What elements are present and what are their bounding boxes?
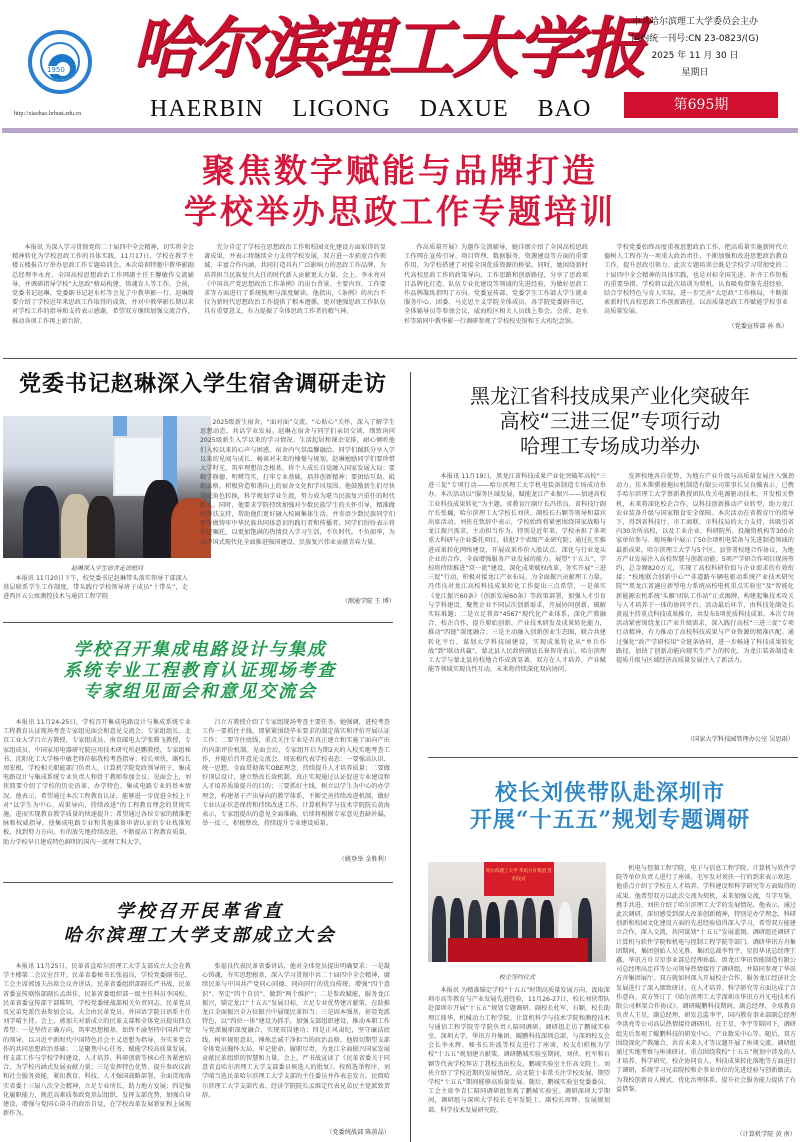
tech-headline-line3: 哈理工专场成功举办 [520, 434, 700, 458]
tech-headline-line1: 黑龙江省科技成果产业化突破年 [470, 384, 750, 408]
cert-column-2: 吕立方教授介绍了专家组现场考查主要任务。她强调，进校考查工作一要抓住主线，即紧紧围绕毕业要求的制定落实和评价开展认证工作；二要守住底线，重点关注专业是否真正建立和实施了面向产出的内部评价机制。见面会后，专家组开启为期2天的入校实地考查工作，并随后召开意见交流会。周宏根代表学校表态：一要强高认识，统一思想，全面贯彻落实OBE理念，持续提升人才培养质量；二要做好顶层设计，建立整改长效机制，真正实现通过认证促进专业建设和人才培养质量提升的目的；三要抓好主线，树立以学生为中心的办学理念，构建基于产出导向的教学体系，不断完善持续改进机制，做好专业认证状态保持和持续改进工作。计算机科学与技术学院院长黄海表示，专家组提出的意见全面准确，后续将根据专家意见查缺补漏，举一反三，积极整改，持续提升专业建设质量。 [202, 719, 390, 828]
lead-byline: （党委宣传部 孙 烁） [728, 323, 788, 330]
shenzhen-byline: （计算机学院 黄 南） [736, 1131, 796, 1138]
publisher: 中共哈尔滨理工大学委员会主办 [631, 17, 758, 27]
cert-headline-line2: 系统专业工程教育认证现场考查 [63, 661, 337, 681]
cert-headline-line1: 学校召开集成电路设计与集成 [73, 640, 327, 660]
masthead-divider [2, 128, 798, 133]
lead-headline-line2: 学校举办思政工作专题培训 [184, 192, 616, 231]
dorm-body-left: 本报讯 11月20日下午，校党委书记赵琳带头落实领导干部深入基层联系学生工作制度，带头践行学校领导班子成员“十带头”，走进西区五公寓测控技术与通信工程学院 [3, 575, 188, 601]
cert-headline-line3: 专家组见面会和意见交流会 [83, 682, 317, 702]
newspaper-url[interactable]: http://xiaobao.hrbust.edu.cn [14, 111, 82, 117]
column-divider [410, 372, 411, 627]
branch-article-headline [0, 900, 400, 948]
shenzhen-article-headline [420, 780, 800, 834]
tech-article-headline [420, 384, 800, 459]
serial-number: 国内统一刊号:CN 23-0823/(G) [631, 34, 759, 44]
lead-column-1: 本报讯 为深入学习贯彻党的二十届四中全会精神，切实将全会精神转化为学校思政工作的具体实践，11月17日，学校在教学主楼五楼报告厅举办思政工作专题培训会。本次培训特邀中教华影副总经理李永亮、全国高校思想政治工作网副主任王馨敏作交流辅导，并调研指导学校“大思政”格局构建、铸魂育人等工作。会前，党委书记赵琳、党委副书记赵水杉等会见了中教华影一行。赵琳简要介绍了学校近年来思政工作取得的成效，并对中教华影长期以来对学校工作的指导和支持表示感谢，希望双方继续加强交流合作，推动各项工作再上新台阶。 [12, 244, 194, 325]
tech-headline-line2: 高校“三进三促”专项行动 [499, 409, 721, 433]
tech-column-2: 发挥校地各自优势，为地方产业升级与高质量发展注入强劲动力。佳木斯骐骏拖拉机制造有限公司董事长吴良骥表示，已携手哈尔滨理工大学蔡新教授团队攻关电源驱动技术，开发相关整机，未来将深化校企合作，以科技创新推动产业转型，助力龙江农业装备升级与国家粮食安全保障。本次活动在省教育厅的指导下，得到省科技厅、市工商联、市科技局的大力支持，共吸引省内30余所高校，以及工业企业、科研院所、投融资机构等300余家单位参与。现场集中展示了50余项机电装备与先进制造领域的最新成果。哈尔滨理工大学与5个区、县签署校地合作协议，为地方产业发展注入高校智慧与创新动能；5项产学研合作项目现场签约，总金额820万元，实现了高校科研价值与企业需求的有效衔接；“校地联合创新中心”“非道路车辆电驱动系统产业技术研究院”“黑龙江省適应新型电力系统高校电机重点实验室”及“智能化新能源农机系统‘头雁’团队工作站”正式揭牌，构建起集技术攻关与人才培养于一体的协同平台。活动最后环节，由科技处副处长黄福主持重点科技成果推介，共发布5项优质科技成果。本次专场活动紧密围绕龙江产业升级需求，深入践行高校“三进三促”专项行动精神，有力推动了高校科技成果与产业资源的精准匹配。通过强化“政产学研校用”全链条协同，进一步畅通了科技成果转化路径，加快了创新动能向现实生产力的转化，为龙江装备制造业提质升级与区域经济高质量发展注入了新活力。 [616, 473, 794, 665]
dorm-article-headline: 党委书记赵琳深入学生宿舍调研走访 [18, 371, 387, 397]
lead-headline-line1: 聚焦数字赋能与品牌打造 [202, 151, 598, 190]
branch-column-2: 张福良代表民革省委讲话，他对全体党员提出明确要求：一是凝心铸魂，夯实思想根基，深入学习贯彻中共二十届四中全会精神，赓续民革与中国共产党同心同德、同向同行的优良传统，增强“四个意识”、坚定“四个自信”、做到“两个维护”；二是参政赋能，服务龙江振兴，锚定龙江“十五五”发展目标，立足专业优势建言献策，在助推龙江全面振兴全方位振兴中展现民革担当；三是固本强基，彰显党派特色，以“四位一体”建设为抓手，加强支部组织建设，推动本职工作与党派履职深度融合，实现双岗建功；四是正风肃纪，坚守廉洁底线，树牢规矩意识，锤炼忠诚干净担当的政治品格。他殷切期望支部全体党员胸怀大局、牢记使命、履职尽责，为龙江全面振兴国家发展贡献民革组织的智慧和力量。会上，严书战宣读了《民革省委关于同意省直哈尔滨理工大学支部委员候选人的批复》。按照选举程序，刘学晴当选民革哈尔滨理工大学支部的主任委员并作表态发言。民盟哈尔滨理工大学支部代表、经济学院院长孟维定代表兄弟民主党派致贺辞。 [202, 963, 390, 1099]
dorm-photo-caption: 赵琳深入学生宿舍走访慰问 [70, 565, 143, 572]
issue-number-badge: 第695期 [624, 92, 778, 118]
newspaper-title-pinyin: HAERBIN LIGONG DAXUE BAO [150, 96, 592, 122]
dorm-byline: （测通学院 王 博） [341, 598, 395, 605]
section-divider [3, 622, 393, 623]
column-divider [410, 627, 411, 1142]
dorm-visit-photo [3, 416, 211, 558]
lead-headline [0, 150, 800, 232]
branch-headline-line1: 学校召开民革省直 [116, 901, 284, 922]
branch-column-1: 本报讯 11月25日，民革省直哈尔滨理工大学支部成立大会在教学主楼第二会议室召开。民革省委秘书长张福良，学校党委副书记、工会主席郭加夫出席会议并讲话，民革省委组织部副长严书战、民革省委宣传联络部副长孟洪佳、民革省委组织部一级主任科员李国松、民革省委宣传部干部陈明，学校党委统战部相关负责同志、民革党员及兄弟党派代表参加会议。大会由民革党员、外国语学院日语系主任刘学晴主持。会上，郭加夫对新成立的民革支部和全体党员提出四点希望：一是坚持正确方向，筑牢思想根基，始终不渝坚持中国共产党的领导，以习近平新时代中国特色社会主义思想为指导，夯实多党合作的共同思想政治基础；二是聚焦中心任务，赋能学校高质量发展，将支部工作与学校学科建设、人才培养、科研创新等核心任务紧密结合，为学校内涵式发展贡献力量；三是发挥特色优势，提升参政议政和社会服务效能，紧扣教育、科技、人才强国战略部署，全面贯彻落实省委十三届八次全会精神，立足专业所长，助力地方发展；四是强化履职能力，规范高素质参政党基层组织，发挥支部优势，加强自身建设，增强与党同心奋斗的政治自觉，在学校改革发展新征程上展现新作为。 [3, 963, 191, 1118]
tech-byline: （国家大学科技园管理办公室 吴思雨） [686, 736, 794, 743]
publication-date: 2025 年 11 月 30 日 [651, 51, 739, 61]
lead-column-4: 学校党委始终高度重视思想政治工作，把高质量实施新时代立德树人工程作为一项重大政治责任，不断加强和改进思想政治教育工作，提升思政引领力。此次专题培训会既是学校学习贯彻党的二十届四中全会精神的具体实践，也是对标全国先进、补齐工作短板的重要举措。学校将以此次培训为契机，认真吸收借鉴先进经验，结合学校特色与育人实际，进一步完善“大思政”工作格局，不断探索新时代高校思政工作创新路径，以高质量思政工作赋能学校事业高质量发展。 [604, 244, 788, 316]
shenzhen-body-right: 机电与控制工程学院、电子与信息工程学院、计算机与软件学院等单位负责人进行了座谈。毛军发对刘侠一行的到来表示欢迎，他重点介绍了学校在人才培养、学科建设和科学研究等方面取得的成果。他希望双方以此次交流为契机，未来加强交流，互学互鉴，携手共进。刘侠介绍了哈尔滨理工大学的发展情况。他表示，通过此次调研，深切感受到深大改革创新精神，特别是办学理念、科研创新和校园文化建设方面的先进经验值得深入学习，希望双方能建立合作，深入交流，共同谋划“十五五”发展蓝图。调研组还调研了计算机与软件学院和机电与控制工程学院等部门。调研华讯方舟集团期间，集团创始人吴光胜、集团总裁李哲宇，星投华讯总经理王鑫、华讯方舟卫星事业部总经理孙磊、黑龙江华讯智能制造有限公司总经理高忠祥等公司领导热情接待了调研组，并陪同参观了华讯方舟集团展厅。双方就如何深入开展校企合作、服务龙江经济社会发展进行了深入细致研讨，在人才培养、科学研究等方面达成了合作意向。双方签订了《哈尔滨理工大学深圳市华讯方舟光电技术有限公司框架合作协议》。调研鲲鹏科技期间，副总经理、全球教育负责人王星，副总经理、研发总监李宇，国内教育事业部副总经理李洪亮等公司高层热情接待调研团。在王星、李宇等陪同下，调研组先后参观了鲲鹏科技的研发中心、产业数采中心等。随后，双方围绕深化产教融合、共育未来人才等议题开展了座谈交流。调研组通过实地考察与座谈研讨，重点围绕我校“十五五”规划中涉及的人才培养、科学研究、校企协同育人、科技成果转化落地等方面进行了调研，系统学习兄弟院校和企事业单位的先进经验与创新做法，为我校创新育人模式、优化治理体系、提升社会服务能力提供了有益借鉴。 [616, 865, 796, 1093]
signing-ceremony-photo [428, 862, 606, 962]
cert-byline: （姚登举 金胜利） [338, 856, 390, 863]
cert-article-headline [0, 640, 400, 703]
logo-ring [28, 30, 92, 94]
section-divider [428, 757, 798, 758]
section-divider [3, 358, 797, 359]
university-logo [28, 30, 92, 94]
cert-column-1: 本报讯 11月24-25日，学校召开集成电路设计与集成系统专业工程教育认证现场考查专家组见面会和意见交流会。专家组组长、北京工业大学吕立方教授，专家组成员、南京邮电大学张腾飞教授，专家组成员、中国家用电器研究院应用技术研究所赵鹏教授，专家组秘书、沈阳化工大学杨中敏老师莅临我校考查指导；校长刘侠，副校长周宏根，学校相关职能部门负责人，计算机学院党政领导班子，集成电路设计与集成系统专业负责人和骨干教师参加会议。见面会上，刘侠简要介绍了学校的历史沿革、办学特色、集成电路专业的基本情况。他表示，希望通过本次工程教育认证，能够进一步促进全校上下对“以学生为中心、成果导向、持续改进”的工程教育理念的贯彻实施，进而实现教育教学质量的快速提升；希望通过各位专家的精准把脉和权威指导，使集成电路专业和其他准备申请认证的专业找准短板，找到努力方向，有的放矢地持续改进，不断提高工程教育质量，助力学校早日建成特色鲜明的国内一流理工科大学。 [3, 719, 191, 846]
publication-info [610, 14, 780, 82]
section-divider [3, 882, 393, 883]
dorm-body-right: 2025级新生宿舍，“面对面”交流、“心贴心”关怀，深入了解学生思想动态，共话学业发展。赵琳在宿舍与同学们亲切交谈，细致询问2025级新生入学以来的学习情况、生活起居和课余安排，耐心倾听他们入校以来的心声与困惑，宿舍内气氛温馨融洽。同学们踊跃分享入学以来的见闻与成长，畅谈对未来的憧憬与规划。赵琳勉励同学们要珍惜大学时光，筑牢理想信念根基，将个人成长自觉融入国家发展大局；要勤学修德、明辨笃实，打牢专业基础，培养创新精神；要团结互助、砥砺品格，积极营造和谐向上的宿舍文化和学风氛围。他鼓励新生们尽快完成角色转换，科学规划学业生涯，努力成为堪当民族复兴重任的时代新人。同时，他要求学院持续加强对少数民族学生的关怀引导，精准做好帮扶支持，帮助他们更好融入校园集体生活，并寄语少数民族同学们要争做铸牢中华民族共同体意识的践行者和传播者。同学们纷纷表示将牢记嘱托，以更加饱满的热情投入学习生活，不负时代，不负韶华，为以中国式现代化全面推进强国建设、民族复兴伟业贡献青春力量。 [200, 419, 395, 546]
lead-column-3: 作高质量开展》为题作交流辅导，她详细介绍了全国高校思政工作网在宣传引导、项目管理、数据服务、资源建设等方面的重要作用，为学校搭建了对接全国优质资源的桥梁。同时，她围绕新时代高校思政工作的政策导向、工作思路和创新路径，分享了思政项目品牌化打造、队伍专业化建设等领域的先进经验，为做好思政工作品牌凝练指明了方向。党委宣传部、党委学生工作部大学生就业服务中心、团委、马克思主义学院全体成员，各学院党委副书记，全体辅导员等参加会议，威海校区相关人员线上参会。会前，赵水杉等陪同中教华影一行调研参观了学校校史馆和王大珩纪念馆。 [404, 244, 588, 325]
branch-headline-line2: 哈尔滨理工大学支部成立大会 [63, 925, 337, 946]
signing-banner: 哈尔滨理工大学 华讯方舟集团 签约仪式 [484, 862, 554, 896]
weekday: 星期日 [681, 68, 709, 78]
logo-emblem [40, 42, 80, 82]
shenzhen-headline-line2: 开展“十五五”规划专题调研 [469, 807, 751, 833]
tech-column-1: 本报讯 11月19日，黑龙江省科技成果产业化突破年高校“三进三促”专项行动——哈尔滨理工大学机电装备制造专场成功举办。本次活动以“服务区域发展，赋能龙江产业振兴——加速高校工业科技成果转化”为主题。省教育厅副厅长冯伟良、省科技厅副厅长张巍，哈尔滨理工大学校长刘侠、副校长石颖等领导和嘉宾出席活动。刘侠在致辞中表示，学校始终将紧密围绕国家战略与龙江振兴需求，主动担当作为。特别是近年来，学校承担了多项重大科研与企业委托项目，获批7个省级产业研究院；通过扎实推进成果转化网络建设、开展成果作价入股试点、深化与行业龙头企业的合作，全面增强服务产业发展的能力。展望“十五五”，学校将持续推进“双一流”建设，深化成果赋权改革，务实开展“三进三促”行动，积极对接龙江产业布局，为全面振兴贡献理工力量。冯伟良对龙江高校科技成果转化工作提出三点希望，一是落实《龙江振兴60条》《创新发展60条》等政策部署，加强人才引育与学科建设，聚焦企业不同层次创新需求，开展协同创新，破解实际难题；二是立足我省“4567”现代化产业体系，深化产教融合、校企合作，提升原始创新、产业技术研发及成果转化能力，推动“四链”深度融合；三是主动融入创新创业生态圈，联合共建转化平台，谋划大学科技园建设，实现成果转化从“单兵作战”到“联动共赢”。蒙北县人民政府副县长崔智奇表示，哈尔滨理工大学与蒙北县的校地合作成效显著，双方在人才培养、产业赋能等领域实现良性互动，未来将持续深化双向协同， [428, 473, 606, 674]
signing-photo-caption: 校企签约仪式 [498, 974, 535, 981]
logo-year: 1950 [47, 66, 65, 74]
branch-byline: （党委统战部 陈黄晶） [326, 1129, 390, 1136]
newspaper-title: 哈尔滨理工大学报 [132, 9, 644, 87]
lead-column-2: 充分肯定了学校在思想政治工作和校园文化建设方面取得的显著成果，并表示将继续全力支持学校发展，双方进一步拓宽合作领域、丰富合作内涵，共同打造具有广泛影响力的思政工作品牌，为培养担当民族复兴大任的时代新人贡献更大力量。会上，李永亮对《中国共产党思想政治工作条例》的出台背景、主要内容、工作要求等方面进行了系统梳理与深度解读。他指出，《条例》的出台不仅为新时代思想政治工作提供了根本遵循，更对建强思政工作队伍具有重要意义，有力提振了全体思政工作者的精气神。 [204, 244, 386, 316]
shenzhen-headline-line1: 校长刘侠带队赴深圳市 [494, 780, 725, 806]
shenzhen-body-left: 本报讯 为精准锚定学校“十五五”时期高质量发展方向，汲取深圳市高等教育与产业发展先进经验，11月26-27日，校长刘侠带队赴深圳市开展“十五五”规划专题调研。副校长杜军、石颖，校长助理江鼎华，机械动力工程学院、计算机科学与技术学院和测控技术与通信工程学院等学院负责人陪同调研。调研组走访了鹏城实验室、深圳大学、华讯方舟集团、鲲鹏科技深圳总部，与深圳校友会会长李永辉、秘书长许波等校友进行了座谈，校友们积极为学校“十五五”规划建言献策。调研鹏城实验室期间，刘侠、杜军和石颖等代表学校拜访了我校杰出校友、鹏城实验室主任高文院士。刘侠介绍了学校近期的发展情况。高文院士非常关注学校发展，期望学校“十五五”期间能够高质量发展。随后，鹏城实验室党委委员、工会主席李青仁陪同调研组参观了鹏城实验室。调研深圳大学期间，调研组与深圳大学校长毛军发院士、副校长周辉、发展规划部、科学技术发展研究院、 [428, 987, 610, 1114]
